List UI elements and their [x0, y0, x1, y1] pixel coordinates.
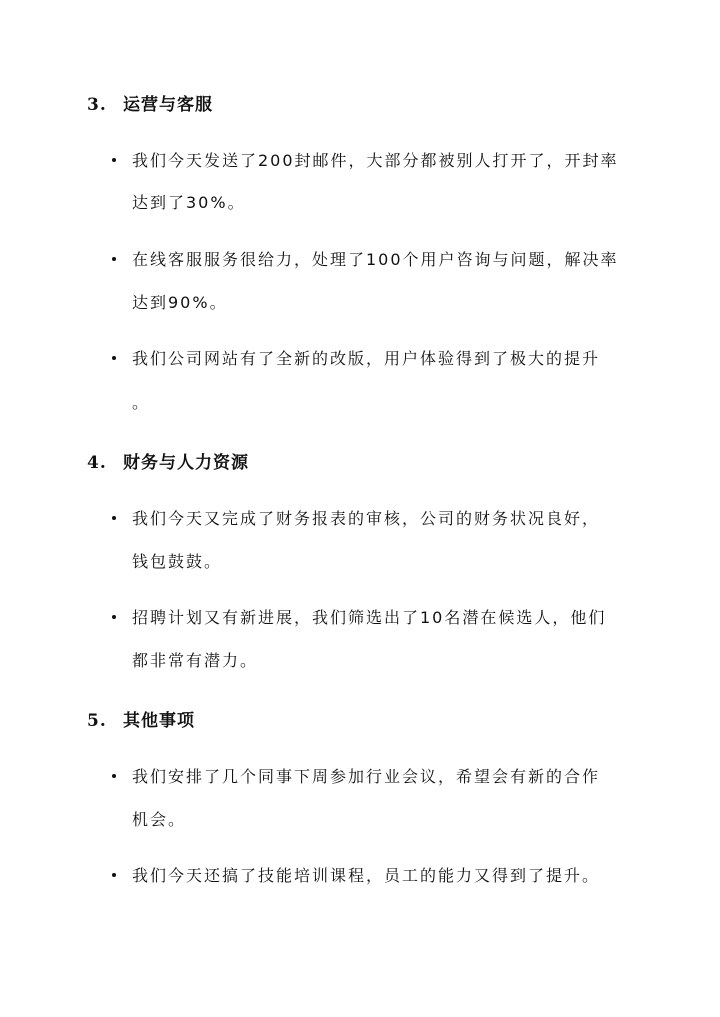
list-item-line-1: 我们安排了几个同事下周参加行业会议，希望会有新的合作 — [132, 767, 601, 786]
bullet-dot — [112, 257, 116, 261]
list-item-line-1: 我们今天还搞了技能培训课程，员工的能力又得到了提升。 — [132, 866, 601, 885]
list-item-line-1: 我们今天发送了200封邮件，大部分都被别人打开了，开封率 — [132, 151, 619, 170]
section-number: 4. — [87, 453, 107, 473]
list-item-line-2: 钱包鼓鼓。 — [132, 552, 223, 571]
list-item-line-2: 机会。 — [132, 810, 187, 829]
list-item-line-1: 我们公司网站有了全新的改版，用户体验得到了极大的提升 — [132, 349, 601, 368]
bullet-dot — [112, 873, 116, 877]
section-title: 财务与人力资源 — [123, 453, 249, 473]
bullet-dot — [112, 516, 116, 520]
bullet-dot — [112, 356, 116, 360]
bullet-dot — [112, 615, 116, 619]
list-item-line-1: 在线客服服务很给力，处理了100个用户咨询与问题，解决率 — [132, 250, 619, 269]
section-number: 3. — [87, 95, 107, 115]
list-item-line-2: 达到了30%。 — [132, 193, 246, 212]
list-item-line-2: 都非常有潜力。 — [132, 651, 259, 670]
section-heading-4 — [87, 448, 249, 473]
list-item-line-2: 。 — [132, 393, 151, 412]
section-title: 运营与客服 — [123, 95, 213, 115]
list-item-line-2: 达到90%。 — [132, 293, 228, 312]
bullet-dot — [112, 158, 116, 162]
section-number: 5. — [87, 711, 107, 731]
section-heading-5 — [87, 706, 195, 731]
list-item-line-1: 招聘计划又有新进展，我们筛选出了10名潜在候选人，他们 — [132, 608, 607, 627]
bullet-dot — [112, 774, 116, 778]
list-item-line-1: 我们今天又完成了财务报表的审核，公司的财务状况良好， — [132, 509, 601, 528]
section-heading-3 — [87, 90, 213, 115]
section-title: 其他事项 — [123, 711, 195, 731]
